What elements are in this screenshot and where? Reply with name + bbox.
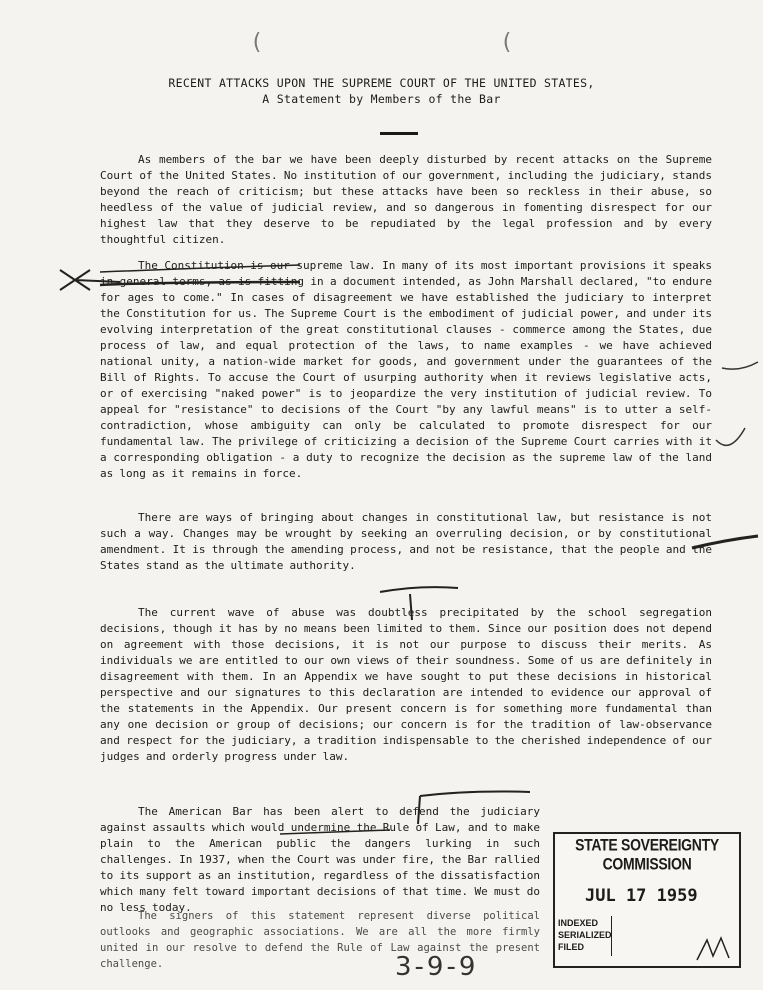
paragraph-6: The signers of this statement represent diverse political outlooks and geographic associations. We are all the more firmly united in our resolve to defend the Rule of Law against the present challenge.	[100, 910, 540, 970]
document-title: RECENT ATTACKS UPON THE SUPREME COURT OF THE UNITED STATES,	[168, 76, 595, 90]
handwritten-page-number: 3-9-9	[395, 952, 479, 982]
paragraph-3: There are ways of bringing about changes in constitutional law, but resistance is not such a way. Changes may be wrought by seeking an overruling decision, or by constitutional amendment. It is through the amending process, and not be resistance, that the people and the States stand as the ultimate authority.	[100, 511, 712, 572]
commission-stamp	[553, 832, 741, 968]
margin-check-mark	[716, 428, 745, 445]
stamp-row-serialized: SERIALIZED	[558, 930, 612, 940]
punch-hole-mark: (	[500, 30, 514, 55]
stamp-title: STATE SOVEREIGNTY COMMISSION	[575, 834, 719, 874]
paragraph-1: As members of the bar we have been deeply disturbed by recent attacks on the Supreme Court of the United States. No institution of our government, including the judiciary, stands beyond the reach of criticism; but these attacks have been so reckless in their abuse, so heedless of the value of judicial review, and so dangerous in fomenting disrespect for our highest law that they deserve to be repudiated by the legal profession and by every thoughtful citizen.	[100, 153, 712, 246]
stamp-row-indexed: INDEXED	[558, 918, 599, 928]
stamp-initials-scribble	[695, 934, 735, 964]
stamp-date: JUL 17 1959	[585, 886, 698, 906]
paragraph-4: The current wave of abuse was doubtless precipitated by the school segregation decisions, though it has by no means been limited to them. Since our position does not depend on agreement with those decisions, it is not our purpose to discuss their merits. As individuals we are entitled to our own views of their soundness. Some of us are definitely in disagreement with them. In an Appendix we have sought to put these decisions in historical perspective and our signatures to this declaration are intended to evidence our approval of the statements in the Appendix. Our present concern is for something more fundamental than any one decision or group of decisions; our concern is for the tradition of law-observance and respect for the judiciary, a tradition indispensable to the cherished independence of our judges and orderly progress under law.	[100, 606, 712, 763]
stamp-row-filed: FILED	[558, 942, 584, 952]
punch-hole-mark: (	[250, 30, 264, 55]
margin-tick-mark	[722, 362, 758, 369]
title-divider	[380, 132, 418, 135]
paragraph-5: The American Bar has been alert to defend the judiciary against assaults which would undermine the Rule of Law, and to make plain to the American public the dangers lurking in such challenges. In 1937, when the Court was under fire, the Bar rallied to its support as an institution, regardless of the dissatisfaction which many felt toward important decisions of that time. We must do no less today.	[100, 805, 540, 914]
paragraph-2: The Constitution is our supreme law. In many of its most important provisions it speaks in general terms, as is fitting in a document intended, as John Marshall declared, "to endure for ages to come." In cases of disagreement we have established the judiciary to interpret the Constitution for us. The Supreme Court is the embodiment of judicial power, and under its evolving interpretation of the great constitutional clauses - commerce among the States, due process of law, and equal protection of the laws, to name examples - we have achieved national unity, a nation-wide market for goods, and government under the guarantees of the Bill of Rights. To accuse the Court of usurping authority when it reviews legislative acts, or of exercising "naked power" is to jeopardize the very institution of judicial review. To appeal for "resistance" to decisions of the Court "by any lawful means" is to utter a self-contradiction, whose ambiguity can only be calculated to promote disrespect for our fundamental law. The privilege of criticizing a decision of the Supreme Court carries with it a corresponding obligation - a duty to recognize the decision as the supreme law of the land as long as it remains in force.	[100, 259, 712, 480]
document-subtitle: A Statement by Members of the Bar	[262, 92, 501, 106]
